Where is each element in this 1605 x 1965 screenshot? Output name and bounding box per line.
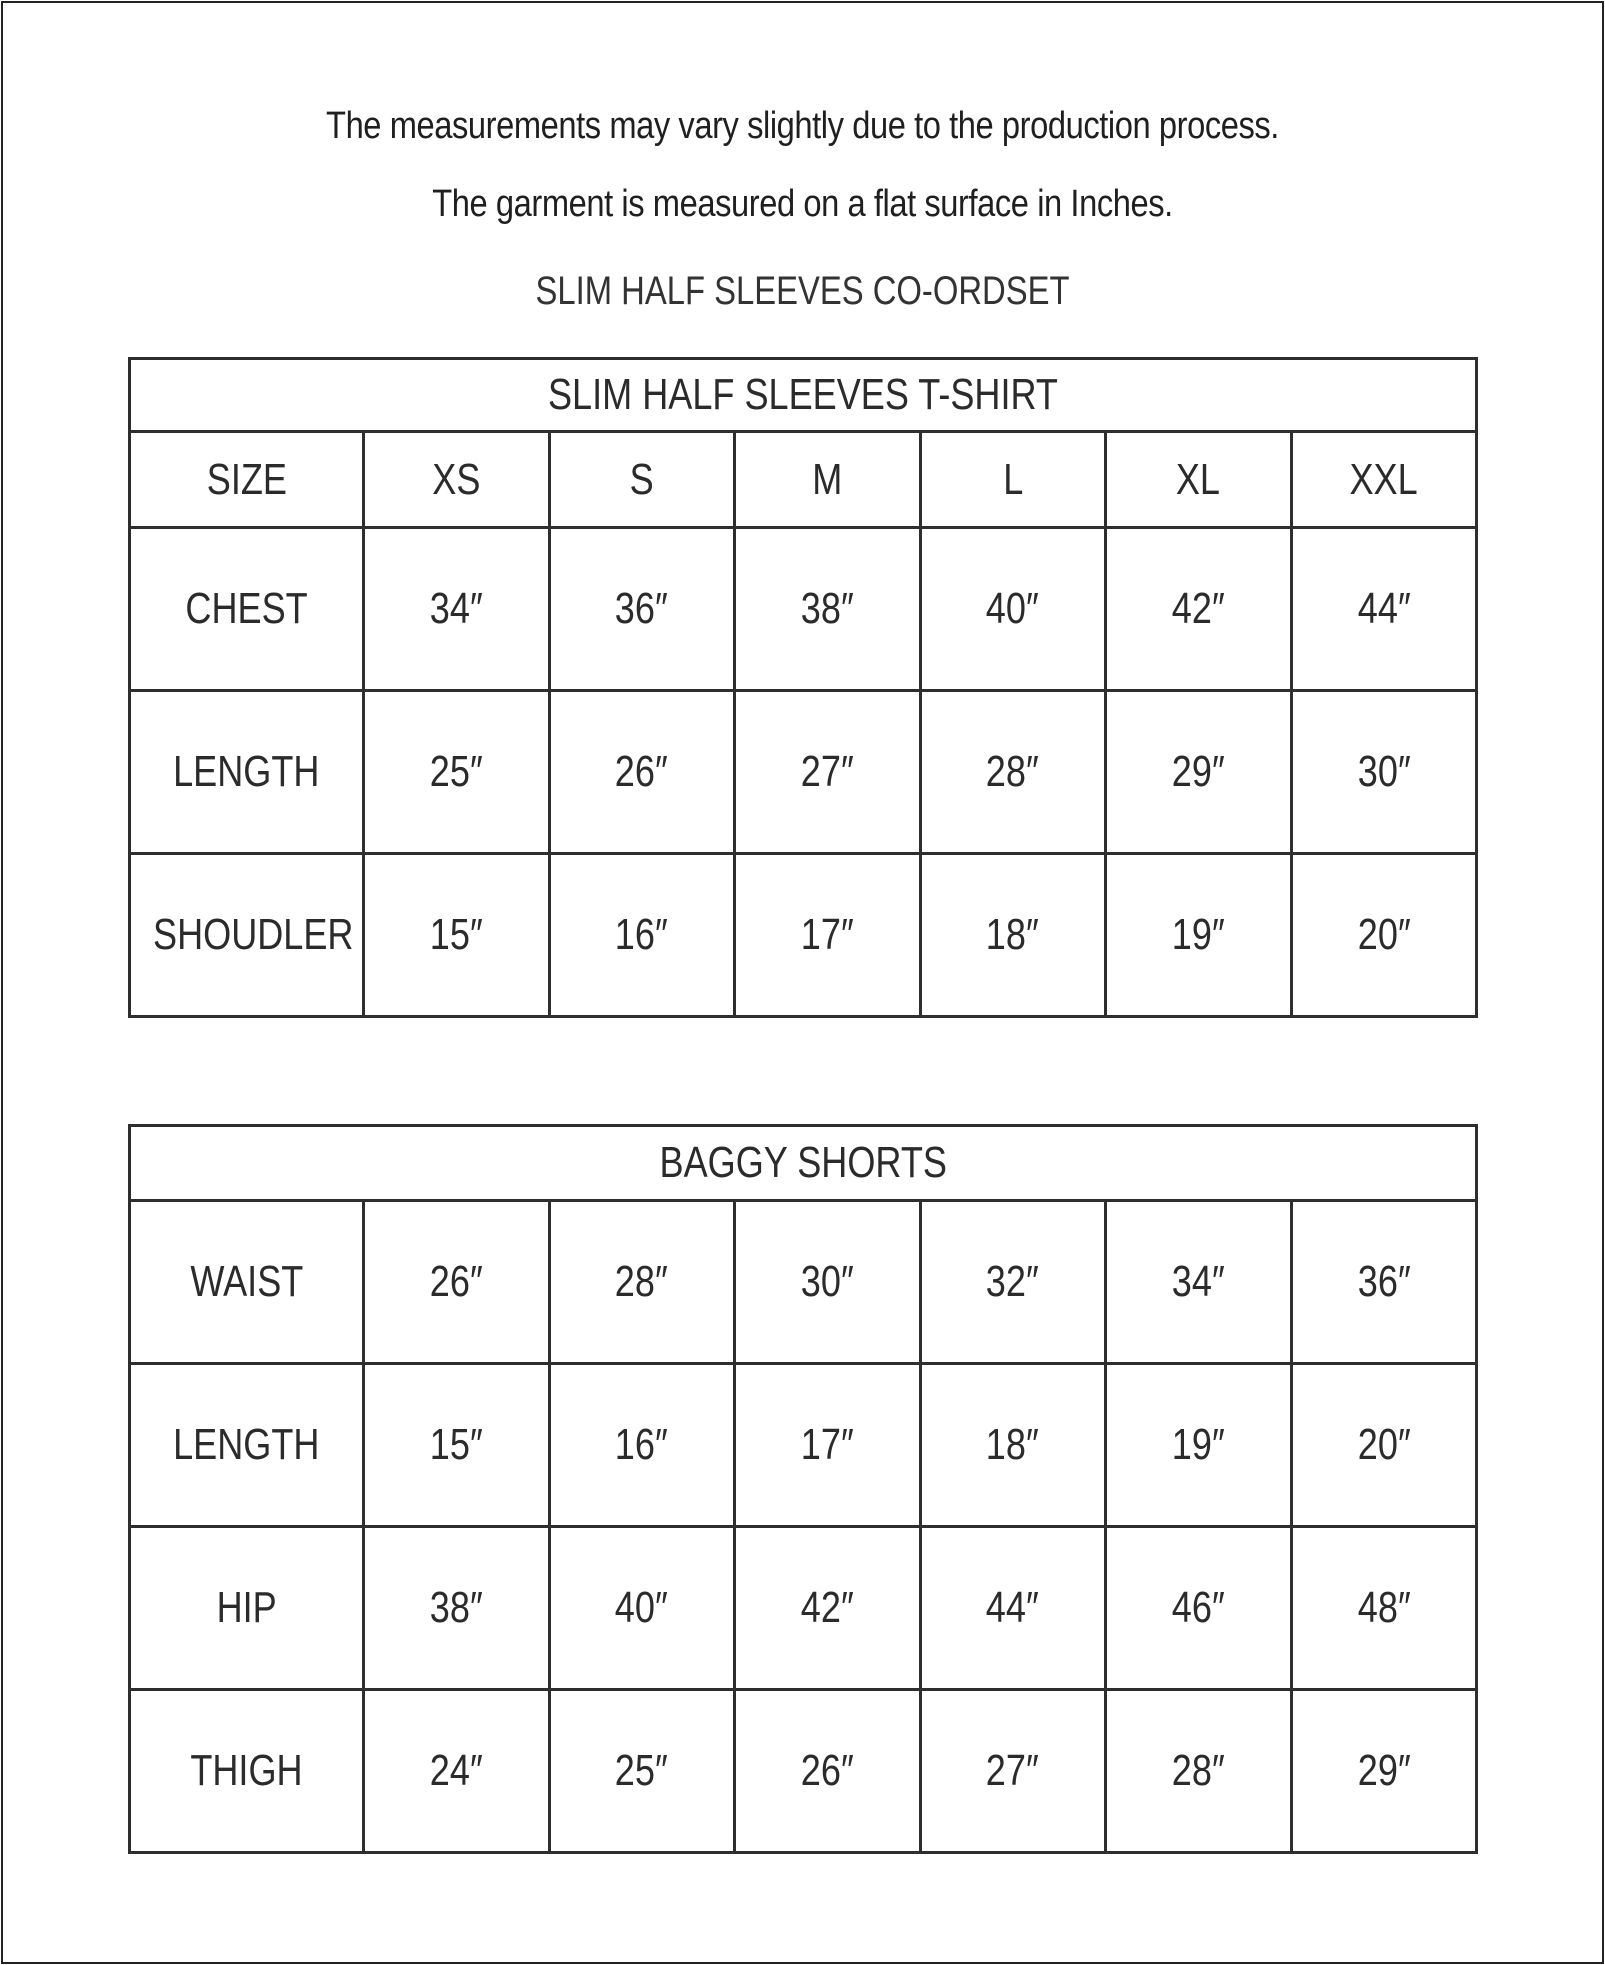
header-size-cell-text: M <box>812 454 843 504</box>
measurement-value <box>1106 1364 1292 1527</box>
table-title-text: SLIM HALF SLEEVES T-SHIRT <box>548 370 1059 419</box>
measurement-value-text: 48″ <box>1357 1583 1411 1632</box>
table-title <box>130 1126 1477 1201</box>
table-title-row <box>130 1126 1477 1201</box>
measurement-value <box>920 1364 1106 1527</box>
measurement-value <box>364 1527 550 1690</box>
measurement-value-text: 36″ <box>615 584 669 633</box>
measurement-value-text: 38″ <box>800 584 854 633</box>
header-size-cell <box>549 432 735 528</box>
measurement-value-text: 24″ <box>429 1746 483 1795</box>
measurement-value <box>364 1201 550 1364</box>
measurement-label <box>130 854 364 1017</box>
measurement-value-text: 18″ <box>986 1420 1040 1469</box>
measurement-value-text: 16″ <box>615 910 669 959</box>
measurement-value <box>1106 691 1292 854</box>
measurement-value-text: 30″ <box>800 1257 854 1306</box>
measurement-value-text: 20″ <box>1357 910 1411 959</box>
measurement-label-text: SHOUDLER <box>153 910 354 959</box>
measurement-value-text: 27″ <box>986 1746 1040 1795</box>
header-size-cell <box>920 432 1106 528</box>
measurement-value-text: 25″ <box>429 747 483 796</box>
measurement-value <box>735 528 921 691</box>
measurement-label <box>130 691 364 854</box>
measurement-value <box>1291 691 1477 854</box>
measurement-value <box>735 691 921 854</box>
measurement-value <box>1291 1690 1477 1853</box>
note-measurement-method: The garment is measured on a flat surface in Inches. <box>432 183 1173 225</box>
tshirt-size-table <box>128 357 1478 1018</box>
measurement-value-text: 17″ <box>800 1420 854 1469</box>
table-row <box>130 528 1477 691</box>
measurement-value <box>1291 1201 1477 1364</box>
measurement-value <box>364 1364 550 1527</box>
measurement-value-text: 16″ <box>615 1420 669 1469</box>
measurement-value <box>549 528 735 691</box>
header-size-cell-text: XS <box>432 454 481 504</box>
measurement-value-text: 38″ <box>429 1583 483 1632</box>
measurement-value-text: 42″ <box>800 1583 854 1632</box>
header-size-label-text: SIZE <box>206 454 287 504</box>
table-row <box>130 854 1477 1017</box>
table-row <box>130 1201 1477 1364</box>
measurement-label-text: CHEST <box>185 584 308 633</box>
table-title-row <box>130 359 1477 432</box>
measurement-value-text: 15″ <box>429 910 483 959</box>
measurement-value-text: 26″ <box>800 1746 854 1795</box>
measurement-value-text: 30″ <box>1357 747 1411 796</box>
measurement-value <box>549 1527 735 1690</box>
measurement-value <box>735 1690 921 1853</box>
measurement-value-text: 15″ <box>429 1420 483 1469</box>
measurement-value <box>1291 528 1477 691</box>
measurement-label <box>130 1364 364 1527</box>
table-row <box>130 1527 1477 1690</box>
measurement-value <box>735 1364 921 1527</box>
table-row <box>130 1364 1477 1527</box>
measurement-value <box>1291 1364 1477 1527</box>
measurement-value <box>1291 854 1477 1017</box>
table-row <box>130 691 1477 854</box>
measurement-label <box>130 528 364 691</box>
measurement-value-text: 36″ <box>1357 1257 1411 1306</box>
measurement-value-text: 29″ <box>1171 747 1225 796</box>
header-size-cell <box>1106 432 1292 528</box>
measurement-value-text: 34″ <box>429 584 483 633</box>
table-title <box>130 359 1477 432</box>
measurement-value <box>1106 1527 1292 1690</box>
measurement-label <box>130 1690 364 1853</box>
measurement-label-text: LENGTH <box>173 1420 320 1469</box>
measurement-value <box>1106 1201 1292 1364</box>
measurement-value <box>735 854 921 1017</box>
header-size-cell-text: L <box>1002 454 1023 504</box>
measurement-value <box>920 854 1106 1017</box>
measurement-value-text: 19″ <box>1171 1420 1225 1469</box>
measurement-value <box>735 1527 921 1690</box>
document-title: SLIM HALF SLEEVES CO-ORDSET <box>535 269 1070 313</box>
measurement-value <box>1106 1690 1292 1853</box>
measurement-value <box>549 691 735 854</box>
measurement-value <box>1291 1527 1477 1690</box>
table-row <box>130 1690 1477 1853</box>
measurement-label-text: HIP <box>216 1583 277 1632</box>
measurement-value-text: 26″ <box>429 1257 483 1306</box>
note-production-variance: The measurements may vary slightly due to the production process. <box>326 105 1279 147</box>
header-size-cell <box>1291 432 1477 528</box>
measurement-value-text: 26″ <box>615 747 669 796</box>
measurement-value-text: 28″ <box>1171 1746 1225 1795</box>
measurement-value <box>920 1690 1106 1853</box>
measurement-value-text: 34″ <box>1171 1257 1225 1306</box>
measurement-value <box>735 1201 921 1364</box>
table-title-text: BAGGY SHORTS <box>659 1138 947 1187</box>
measurement-label <box>130 1201 364 1364</box>
header-size-cell <box>364 432 550 528</box>
measurement-value-text: 46″ <box>1171 1583 1225 1632</box>
measurement-value-text: 44″ <box>1357 584 1411 633</box>
measurement-value <box>549 1364 735 1527</box>
measurement-value-text: 42″ <box>1171 584 1225 633</box>
measurement-value <box>1106 854 1292 1017</box>
measurement-value-text: 29″ <box>1357 1746 1411 1795</box>
header-size-label <box>130 432 364 528</box>
shorts-size-table <box>128 1124 1478 1854</box>
measurement-value-text: 44″ <box>986 1583 1040 1632</box>
measurement-value-text: 28″ <box>986 747 1040 796</box>
measurement-value <box>1106 528 1292 691</box>
measurement-value-text: 18″ <box>986 910 1040 959</box>
measurement-value-text: 25″ <box>615 1746 669 1795</box>
measurement-label-text: THIGH <box>190 1746 303 1795</box>
measurement-value <box>549 1201 735 1364</box>
measurement-value <box>364 691 550 854</box>
measurement-value-text: 27″ <box>800 747 854 796</box>
measurement-value <box>364 1690 550 1853</box>
measurement-value-text: 28″ <box>615 1257 669 1306</box>
header-size-cell <box>735 432 921 528</box>
table-header-row <box>130 432 1477 528</box>
measurement-value <box>920 691 1106 854</box>
measurement-value <box>364 854 550 1017</box>
measurement-value <box>549 1690 735 1853</box>
measurement-value-text: 32″ <box>986 1257 1040 1306</box>
measurement-value <box>920 1201 1106 1364</box>
measurement-label <box>130 1527 364 1690</box>
measurement-value-text: 40″ <box>986 584 1040 633</box>
measurement-value <box>920 1527 1106 1690</box>
measurement-value <box>549 854 735 1017</box>
header-size-cell-text: XXL <box>1349 454 1418 504</box>
measurement-value-text: 40″ <box>615 1583 669 1632</box>
header-size-cell-text: S <box>629 454 654 504</box>
measurement-label-text: WAIST <box>190 1257 303 1306</box>
header-size-cell-text: XL <box>1176 454 1221 504</box>
measurement-value <box>364 528 550 691</box>
measurement-value-text: 19″ <box>1171 910 1225 959</box>
measurement-label-text: LENGTH <box>173 747 320 796</box>
measurement-value-text: 17″ <box>800 910 854 959</box>
measurement-value-text: 20″ <box>1357 1420 1411 1469</box>
measurement-value <box>920 528 1106 691</box>
